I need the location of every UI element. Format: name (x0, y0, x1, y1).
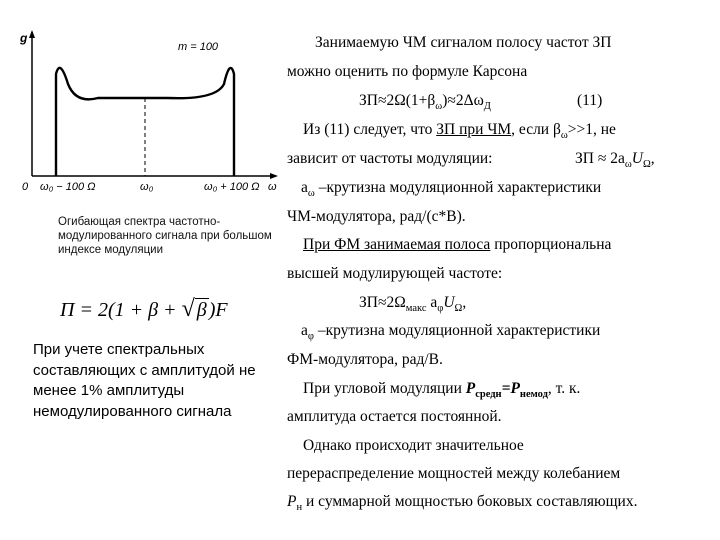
m-label: m = 100 (178, 41, 219, 53)
l10-sub2: φ (437, 303, 444, 314)
spectrum-envelope-plot (18, 28, 280, 206)
l6-sub: ω (307, 188, 315, 199)
carson-formula-a: ЗП≈2Ω(1+β (359, 92, 436, 109)
tick-left-label: ω₀ − 100 Ω (40, 181, 96, 193)
pm-formula (359, 294, 466, 314)
carson-formula-sub2: Д (483, 101, 491, 112)
l10-c: , (462, 294, 467, 311)
text-line-17 (287, 493, 637, 513)
l8-underlined: При ФМ занимаемая полоса (303, 236, 491, 253)
text-line-9: высшей модулирующей частоте: (287, 265, 503, 282)
sqrt-sign: √ (181, 296, 195, 322)
l10-sub1: макс (405, 303, 427, 314)
text-line-16: перераспределение мощностей между колебанием (287, 465, 621, 482)
l5-c: , (650, 150, 655, 167)
l6-a: a (301, 179, 308, 196)
text-line-8 (303, 236, 611, 254)
text-line-4 (303, 121, 616, 141)
y-axis-arrow (29, 30, 35, 38)
l4-b: , если β (511, 121, 561, 138)
l10-sub3: Ω (454, 303, 463, 314)
l13-sub2: немод (519, 389, 548, 400)
figure-caption: Огибающая спектра частотно-модулированного сигнала при большом индексе модуляции (58, 216, 272, 256)
x-axis-arrow (270, 173, 278, 179)
text-line-5a: зависит от частоты модуляции: (287, 150, 493, 167)
tick-right-label: ω₀ + 100 Ω (204, 181, 260, 193)
text-line-14: амплитуда остается постоянной. (287, 408, 502, 425)
l10-a: ЗП≈2Ω (359, 294, 406, 311)
text-line-11 (301, 322, 600, 342)
l4-underlined: ЗП при ЧМ (436, 121, 512, 138)
text-line-6 (301, 179, 601, 199)
l6-b: –крутизна модуляционной характеристики (314, 179, 602, 196)
l11-b: –крутизна модуляционной характеристики (313, 322, 601, 339)
carson-formula (359, 92, 491, 112)
l11-sub: φ (307, 331, 314, 342)
l13-sub1: средн (475, 389, 502, 400)
text-line-15: Однако происходит значительное (303, 437, 524, 454)
equation-number: (11) (577, 92, 603, 109)
l4-sub: ω (560, 130, 568, 141)
l5-U: U (631, 150, 643, 167)
carson-formula-b: )≈2Δω (442, 92, 484, 109)
text-line-12: ФМ-модулятора, рад/В. (287, 351, 443, 368)
l13-b: , т. к. (547, 380, 581, 397)
text-line-2: можно оценить по формуле Карсона (287, 63, 528, 80)
l17-sub: н (296, 502, 303, 513)
l5-sub1: ω (624, 159, 632, 170)
formula-root: β (196, 299, 207, 321)
text-line-13 (303, 380, 580, 400)
l10-b: a (426, 294, 438, 311)
left-note: При учете спектральных составляющих с амплитудой не менее 1% амплитуды немодулированного сигнала (33, 341, 256, 420)
l4-c: >>1, не (567, 121, 616, 138)
l5-sub2: Ω (642, 159, 651, 170)
spectrum-figure (18, 28, 280, 206)
l11-a: a (301, 322, 308, 339)
tick-center-label: ω₀ (140, 181, 154, 193)
axis-omega-label: ω (268, 181, 277, 193)
text-line-5b (575, 150, 655, 170)
zero-label: 0 (22, 181, 29, 193)
formula-rhs: )F (208, 299, 228, 321)
formula-lhs: П = 2(1 + β + (60, 299, 182, 321)
l8-b: пропорциональна (490, 236, 612, 253)
l5-b: ЗП ≈ 2a (575, 150, 625, 167)
text-line-7: ЧМ-модулятора, рад/(с*В). (287, 208, 466, 225)
l13-a: При угловой модуляции (303, 380, 466, 397)
l13-P1: P (465, 380, 476, 397)
l17-P: P (287, 493, 297, 510)
carson-formula-sub1: ω (435, 101, 443, 112)
y-label: g (20, 31, 28, 45)
l17-b: и суммарной мощностью боковых составляющих. (302, 493, 638, 510)
bandwidth-formula (60, 296, 270, 336)
l10-U: U (443, 294, 455, 311)
l13-eq: =P (501, 380, 520, 397)
l4-a: Из (11) следует, что (303, 121, 437, 138)
text-line-1: Занимаемую ЧМ сигналом полосу частот ЗП (315, 34, 612, 51)
